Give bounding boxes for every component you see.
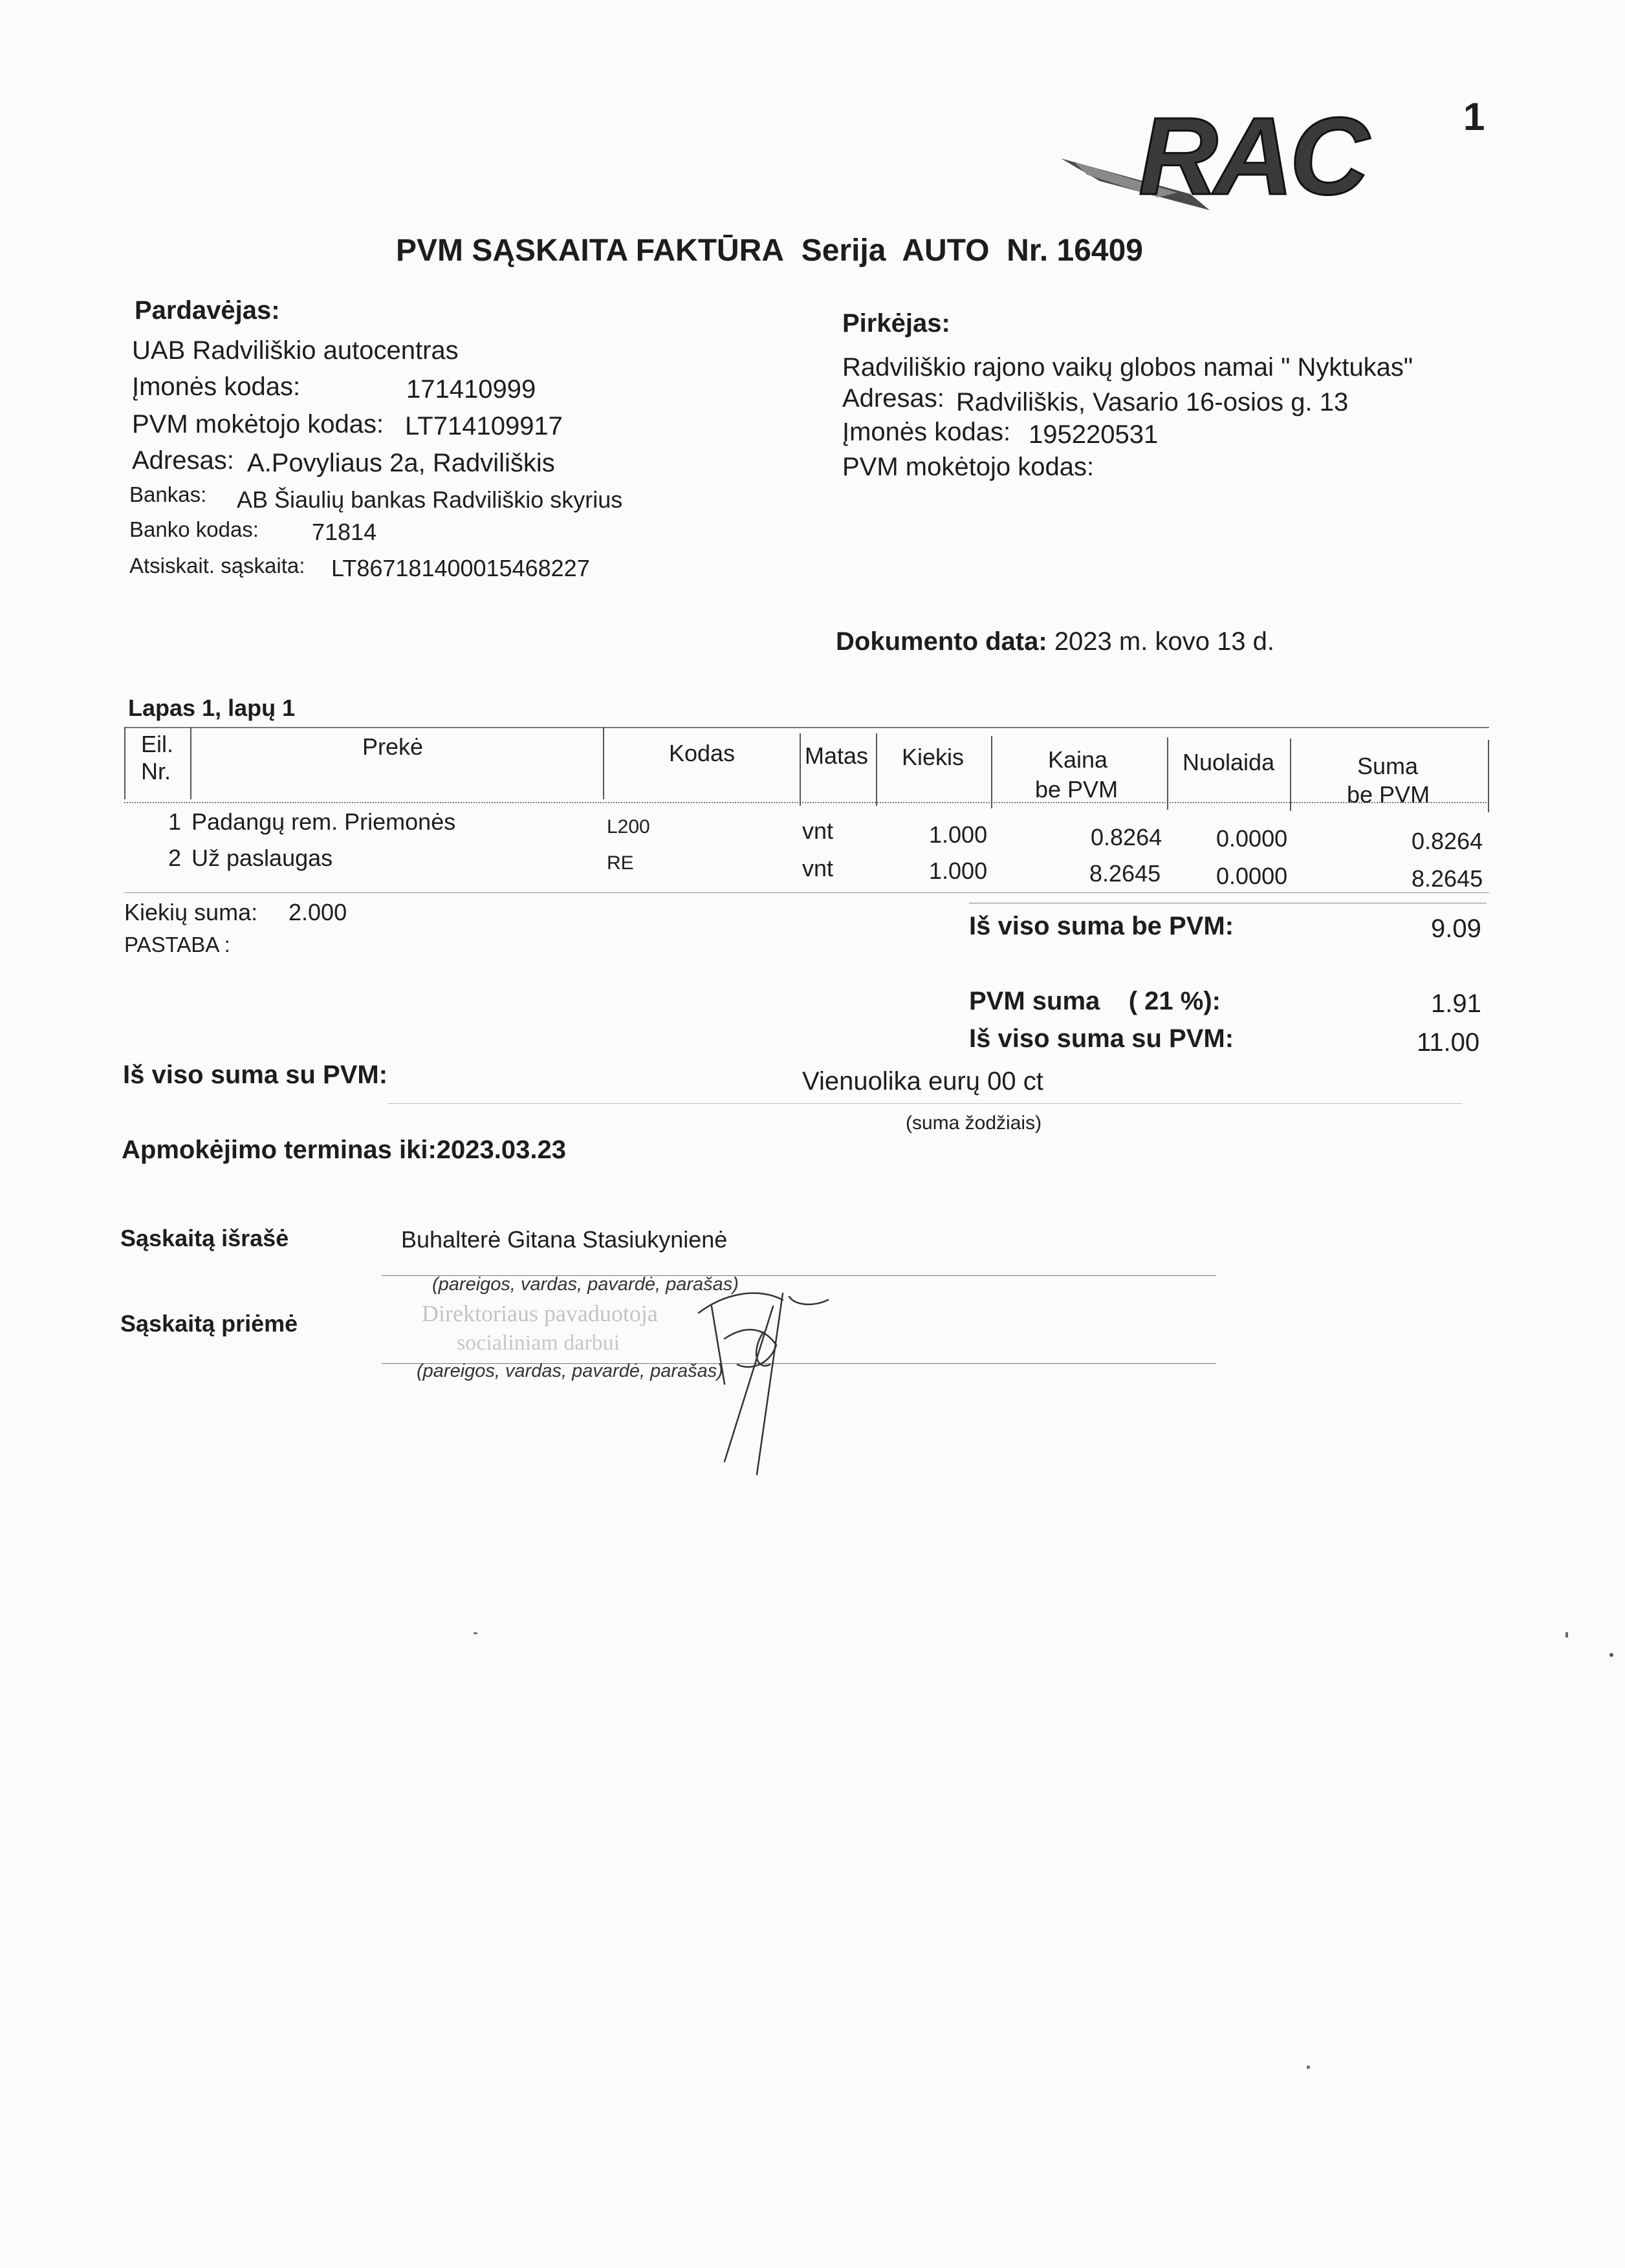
received-by-hint: (pareigos, vardas, pavardė, parašas): [417, 1361, 723, 1381]
payment-due-value: 2023.03.23: [436, 1136, 566, 1164]
row-price: 0.8264: [1091, 824, 1162, 850]
qty-sum-label: Kiekių suma:: [124, 899, 258, 925]
document-date-value: 2023 m. kovo 13 d.: [1054, 627, 1275, 656]
payment-due: [122, 1136, 566, 1165]
gross-total-label: Iš viso suma su PVM:: [969, 1024, 1234, 1053]
page-number: 1: [1463, 95, 1485, 138]
buyer-company-code: 195220531: [1029, 420, 1159, 449]
in-words-hint: (suma žodžiais): [906, 1112, 1042, 1134]
seller-account: LT867181400015468227: [331, 555, 590, 581]
seller-bank: AB Šiaulių bankas Radviliškio skyrius: [237, 486, 623, 513]
scan-speck: [474, 1632, 477, 1634]
seller-address-label: Adresas:: [132, 446, 234, 475]
row-qty: 1.000: [929, 821, 988, 848]
rac-logo: [1061, 84, 1366, 218]
row-price: 8.2645: [1089, 860, 1161, 887]
issued-by-hint: (pareigos, vardas, pavardė, parašas): [432, 1274, 739, 1295]
col-header-sum-2: be PVM: [1347, 781, 1430, 808]
buyer-address-label: Adresas:: [842, 384, 944, 413]
row-code: L200: [607, 816, 650, 837]
row-discount: 0.0000: [1216, 863, 1288, 889]
col-header-discount: Nuolaida: [1183, 749, 1275, 775]
invoice-title: [396, 233, 1143, 268]
number-label: Nr.: [1007, 233, 1049, 268]
scan-speck: [1609, 1653, 1613, 1657]
row-item: Už paslaugas: [191, 845, 333, 871]
seller-company-code: 171410999: [406, 375, 536, 404]
col-header-item: Prekė: [362, 733, 424, 760]
seller-account-label: Atsiskait. sąskaita:: [129, 554, 305, 578]
row-sum: 8.2645: [1412, 865, 1483, 892]
col-header-code: Kodas: [669, 740, 736, 766]
seller-bank-code-label: Banko kodas:: [129, 517, 259, 541]
col-header-nr-1: Eil.: [141, 731, 174, 757]
row-nr: 1: [168, 808, 182, 835]
scan-speck: [1307, 2066, 1310, 2069]
seller-address: A.Povyliaus 2a, Radviliškis: [247, 449, 555, 477]
seller-name: UAB Radviliškio autocentras: [132, 336, 459, 365]
seller-bank-label: Bankas:: [129, 482, 207, 506]
row-discount: 0.0000: [1216, 825, 1288, 852]
vat-amount: 1.91: [1431, 989, 1481, 1018]
buyer-company-code-label: Įmonės kodas:: [842, 418, 1011, 446]
number-value: 16409: [1056, 233, 1143, 268]
issued-by-value: Buhalterė Gitana Stasiukynienė: [401, 1226, 728, 1253]
scan-speck: [1565, 1632, 1568, 1637]
issued-by-label: Sąskaitą išrašė: [120, 1225, 289, 1251]
rac-logo-graphic: [1061, 84, 1366, 218]
col-header-nr-2: Nr.: [141, 758, 171, 784]
col-header-sum-1: Suma: [1357, 753, 1419, 779]
rac-logo-text: RAC: [1139, 95, 1366, 218]
vat-label: [969, 987, 1221, 1016]
buyer-address: Radviliškis, Vasario 16-osios g. 13: [956, 388, 1349, 416]
row-nr: 2: [168, 845, 182, 871]
document-date-label: Dokumento data:: [836, 627, 1047, 656]
row-item: Padangų rem. Priemonės: [191, 808, 456, 835]
vat-label-text: PVM suma: [969, 987, 1100, 1015]
row-qty: 1.000: [929, 858, 988, 884]
payment-due-label: Apmokėjimo terminas iki:: [122, 1136, 437, 1164]
col-header-unit: Matas: [805, 742, 869, 769]
seller-company-code-label: Įmonės kodas:: [132, 373, 301, 401]
note-label: PASTABA :: [124, 933, 230, 956]
row-unit: vnt: [802, 855, 834, 881]
seller-vat-code-label: PVM mokėtojo kodas:: [132, 410, 384, 438]
received-by-label: Sąskaitą priėmė: [120, 1310, 298, 1337]
seller-heading: Pardavėjas:: [135, 296, 280, 325]
buyer-heading: Pirkėjas:: [842, 309, 950, 338]
in-words-value: Vienuolika eurų 00 ct: [802, 1067, 1043, 1096]
doc-type: PVM SĄSKAITA FAKTŪRA: [396, 233, 784, 268]
series-value: AUTO: [902, 233, 990, 268]
buyer-name: Radviliškio rajono vaikų globos namai " Nyktukas": [842, 353, 1413, 382]
vat-rate: ( 21 %):: [1128, 987, 1221, 1015]
signature-graphic: [686, 1268, 847, 1487]
document-date: [836, 627, 1274, 656]
qty-sum: 2.000: [289, 899, 347, 925]
seller-vat-code: LT714109917: [405, 412, 563, 440]
col-header-price-2: be PVM: [1035, 776, 1118, 803]
col-header-qty: Kiekis: [902, 744, 965, 770]
net-total-label: Iš viso suma be PVM:: [969, 912, 1234, 940]
net-total: 9.09: [1431, 914, 1481, 943]
stamp-line-1: Direktoriaus pavaduotoja: [422, 1301, 658, 1326]
signature-icon: [686, 1268, 847, 1487]
stamp-line-2: socialiniam darbui: [457, 1331, 620, 1355]
col-header-price-1: Kaina: [1048, 746, 1108, 773]
in-words-label: Iš viso suma su PVM:: [123, 1061, 388, 1089]
seller-bank-code: 71814: [312, 519, 377, 545]
buyer-vat-code-label: PVM mokėtojo kodas:: [842, 453, 1095, 481]
sheet-info: Lapas 1, lapų 1: [128, 695, 296, 721]
series-label: Serija: [801, 233, 886, 268]
gross-total: 11.00: [1417, 1028, 1480, 1057]
row-unit: vnt: [802, 817, 834, 844]
row-sum: 0.8264: [1412, 828, 1483, 854]
row-code: RE: [607, 852, 634, 874]
